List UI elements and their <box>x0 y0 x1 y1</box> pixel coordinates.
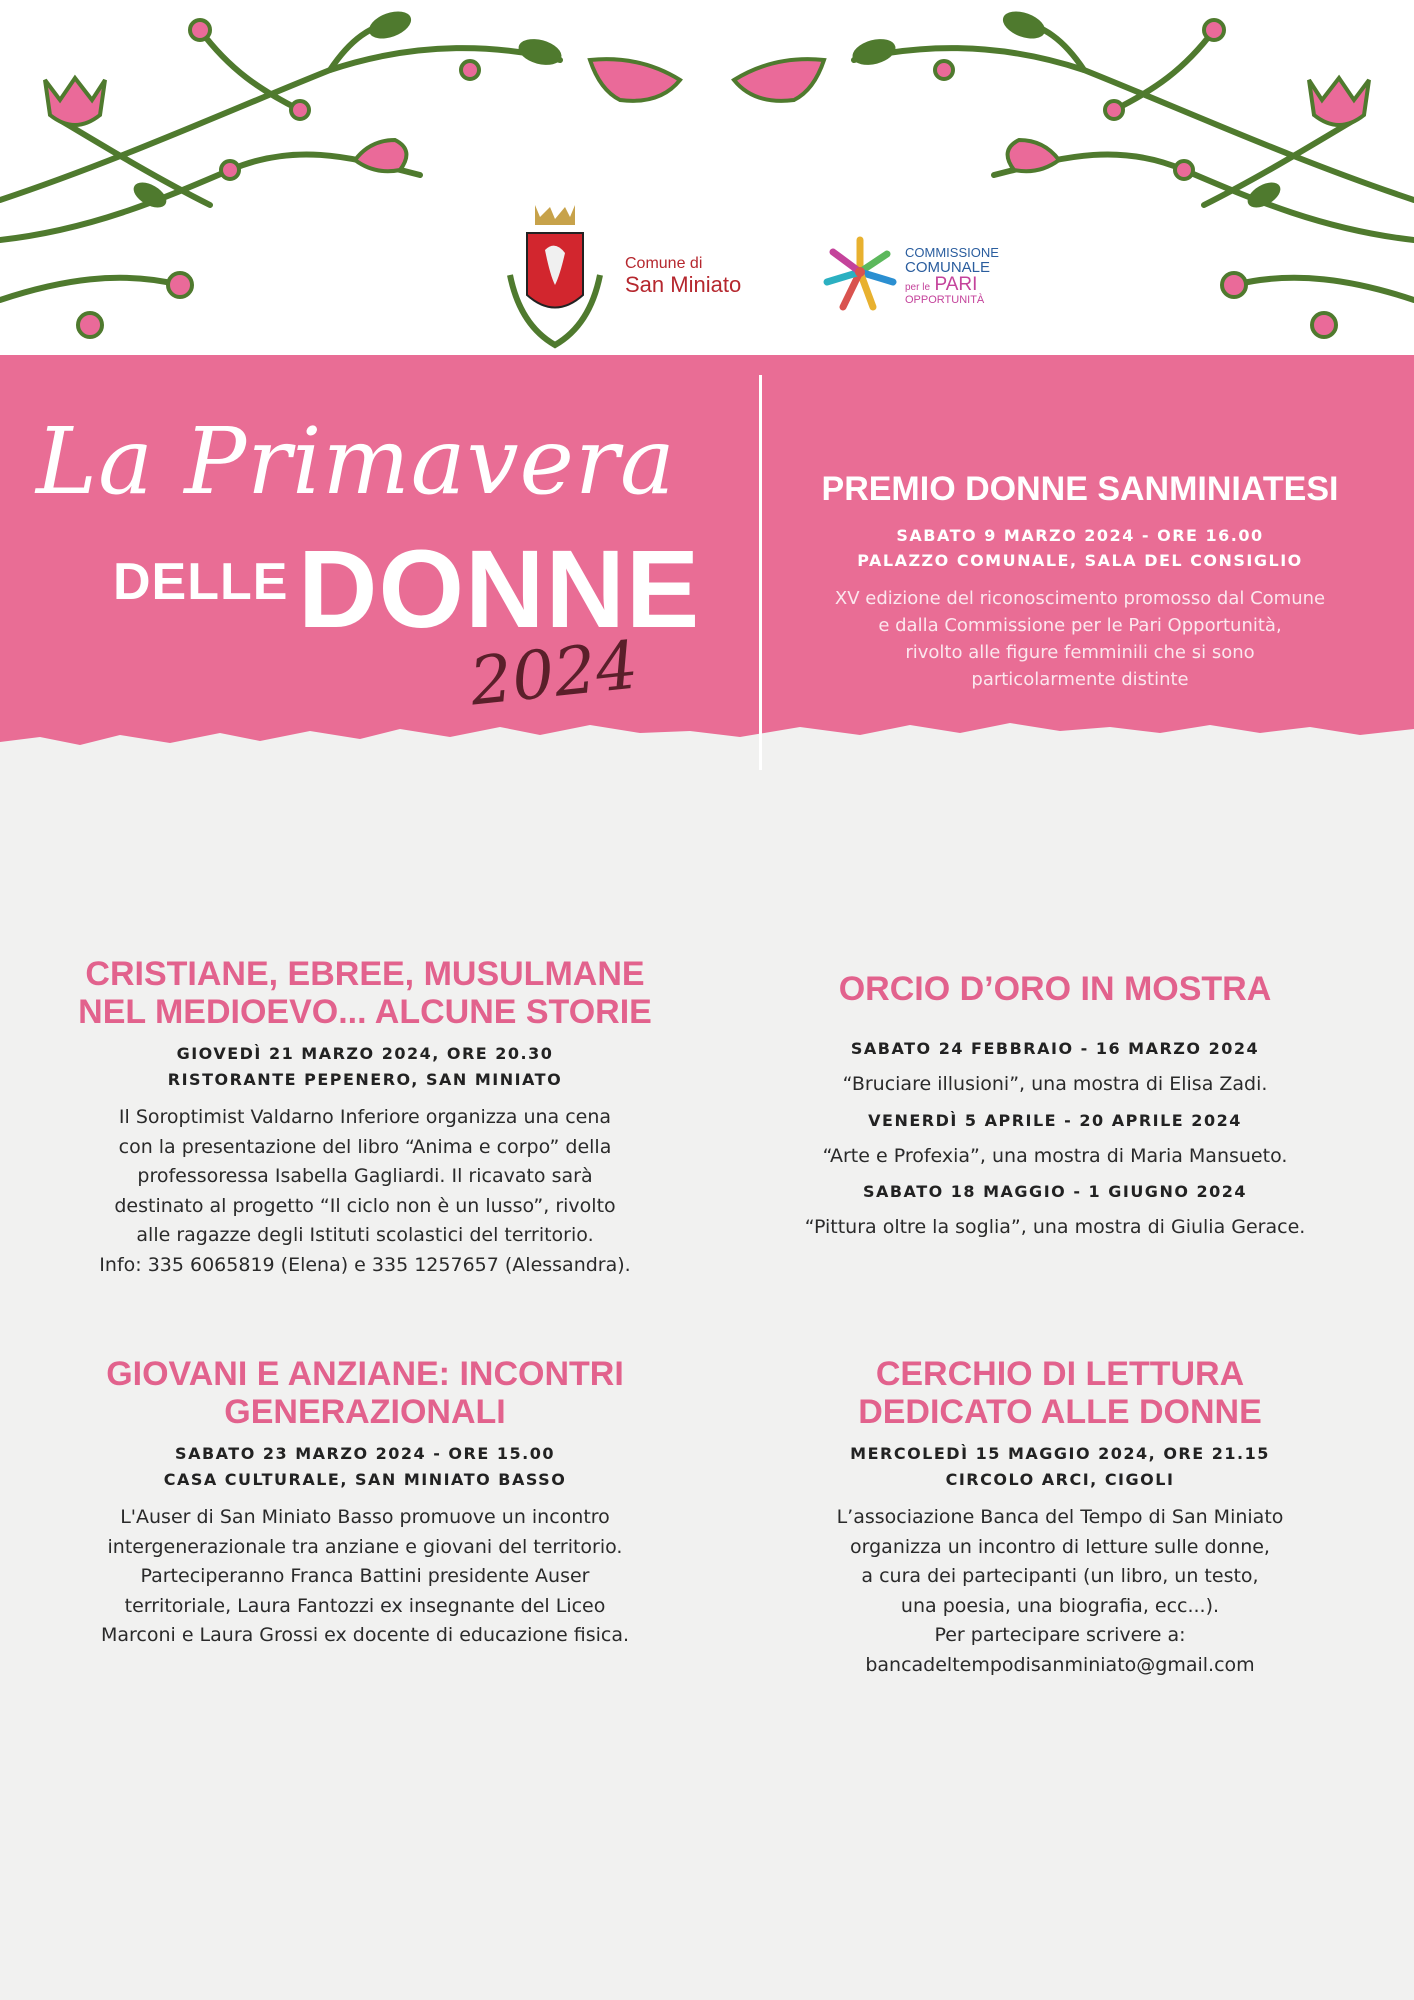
event-text-line: Parteciperanno Franca Battini presidente Auser <box>140 1565 590 1587</box>
commission-line1: COMMISSIONE <box>905 245 999 260</box>
event-heading <box>770 1355 1350 1431</box>
event-text-line: a cura dei partecipanti (un libro, un testo, <box>861 1565 1259 1587</box>
event-date: GIOVEDÌ 21 MARZO 2024, ORE 20.30 <box>176 1044 554 1063</box>
event-text-line: una poesia, una biografia, ecc...). <box>900 1594 1220 1617</box>
comune-logo-text <box>625 256 741 296</box>
event-text-line: Marconi e Laura Grossi ex docente di educazione fisica. <box>100 1624 630 1646</box>
event-text-line: Il Soroptimist Valdarno Inferiore organizza una cena <box>118 1106 612 1128</box>
event-heading-line: GENERAZIONALI <box>224 1393 506 1431</box>
vertical-divider <box>759 375 762 770</box>
commission-line2: COMUNALE <box>905 258 991 276</box>
event-date: SABATO 23 MARZO 2024 - ORE 15.00 <box>175 1444 555 1463</box>
event-text-line: destinato al progetto “Il ciclo non è un lusso”, rivolto <box>114 1194 616 1217</box>
premio-heading: PREMIO DONNE SANMINIATESI <box>821 470 1339 508</box>
commission-line4: PARI <box>934 274 978 296</box>
event-text <box>770 1503 1350 1680</box>
event-heading-line: GIOVANI E ANZIANE: INCONTRI <box>106 1355 624 1393</box>
premio-text-line: XV edizione del riconoscimento promosso dal Comune <box>834 588 1326 609</box>
event-cerchio <box>770 1355 1350 1680</box>
event-heading-line: DEDICATO ALLE DONNE <box>858 1393 1262 1431</box>
event-text-line: professoressa Isabella Gagliardi. Il ricavato sarà <box>137 1165 593 1187</box>
email-link[interactable]: bancadeltempodisanminiato@gmail.com <box>865 1653 1255 1676</box>
event-cristiane <box>40 955 690 1280</box>
event-heading-line: NEL MEDIOEVO... ALCUNE STORIE <box>78 993 652 1031</box>
event-orcio <box>770 970 1340 1243</box>
commission-logo-text <box>905 246 999 307</box>
event-text-line: Info: 335 6065819 (Elena) e 335 1257657 (Alessandra). <box>99 1253 631 1276</box>
event-place: CASA CULTURALE, SAN MINIATO BASSO <box>163 1470 567 1489</box>
event-heading-line: CERCHIO DI LETTURA <box>875 1355 1245 1393</box>
exhibition-desc: “Bruciare illusioni”, una mostra di Elisa Zadi. <box>842 1073 1268 1095</box>
event-text-line: territoriale, Laura Fantozzi ex insegnante del Liceo <box>124 1594 606 1617</box>
event-date: MERCOLEDÌ 15 MAGGIO 2024, ORE 21.15 <box>850 1444 1270 1463</box>
commission-line5: OPPORTUNITÀ <box>905 294 985 307</box>
title-delle: DELLE <box>113 553 289 611</box>
exhibition-desc: “Pittura oltre la soglia”, una mostra di Giulia Gerace. <box>804 1216 1306 1238</box>
exhibition-dates: VENERDÌ 5 APRILE - 20 APRILE 2024 <box>868 1110 1242 1130</box>
event-text-line: con la presentazione del libro “Anima e corpo” della <box>118 1135 612 1158</box>
event-text-line: organizza un incontro di letture sulle donne, <box>850 1535 1270 1558</box>
event-heading: ORCIO D’ORO IN MOSTRA <box>838 970 1272 1008</box>
exhibition-desc: “Arte e Profexia”, una mostra di Maria Mansueto. <box>822 1144 1288 1167</box>
event-text-line: L’associazione Banca del Tempo di San Miniato <box>836 1506 1284 1528</box>
premio-text <box>780 585 1380 693</box>
commission-line3: per le <box>905 282 931 294</box>
title-year: 2024 <box>466 626 642 721</box>
comune-line1: Comune di <box>625 255 703 272</box>
premio-section <box>780 470 1380 693</box>
header-area <box>0 0 1414 355</box>
event-text-line: intergenerazionale tra anziane e giovani del territorio. <box>107 1535 623 1558</box>
event-giovani <box>40 1355 690 1651</box>
torn-paper-edge-icon <box>0 707 1414 777</box>
title-donne: DONNE <box>298 528 701 651</box>
event-place: RISTORANTE PEPENERO, SAN MINIATO <box>167 1070 563 1089</box>
event-text-line: alle ragazze degli Istituti scolastici del territorio. <box>136 1224 594 1246</box>
event-place: CIRCOLO ARCI, CIGOLI <box>945 1470 1175 1489</box>
event-text-line: L'Auser di San Miniato Basso promuove un incontro <box>120 1506 610 1528</box>
event-heading-line: CRISTIANE, EBREE, MUSULMANE <box>85 955 645 993</box>
commission-figures-icon <box>815 232 905 317</box>
premio-date: SABATO 9 MARZO 2024 - ORE 16.00 <box>896 526 1264 545</box>
event-text-line: Per partecipare scrivere a: <box>934 1624 1186 1646</box>
premio-place: PALAZZO COMUNALE, SALA DEL CONSIGLIO <box>857 551 1303 570</box>
premio-text-line: rivolto alle figure femminili che si sono <box>905 642 1255 663</box>
title-script: La Primavera <box>36 408 676 515</box>
premio-text-line: particolarmente distinte <box>971 669 1189 690</box>
comune-line2: San Miniato <box>625 271 742 297</box>
event-heading <box>40 955 690 1031</box>
event-heading <box>40 1355 690 1431</box>
event-text <box>40 1503 690 1651</box>
event-text <box>40 1103 690 1280</box>
exhibition-dates: SABATO 24 FEBBRAIO - 16 MARZO 2024 <box>850 1039 1260 1058</box>
premio-text-line: e dalla Commissione per le Pari Opportunità, <box>878 615 1282 636</box>
exhibition-dates: SABATO 18 MAGGIO - 1 GIUGNO 2024 <box>862 1182 1248 1201</box>
